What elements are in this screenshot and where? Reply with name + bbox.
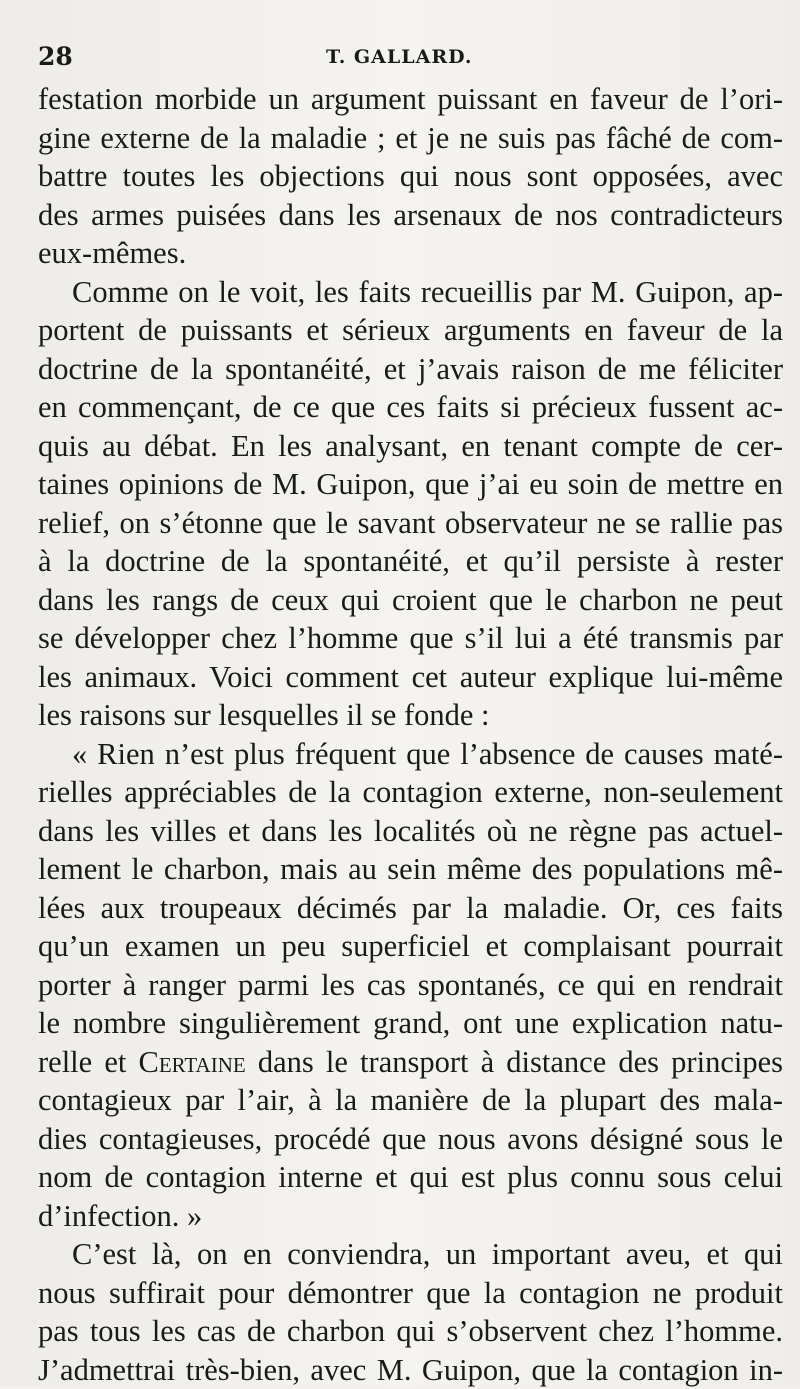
text-line: d’infection. » [38, 1197, 783, 1236]
text-line: rielles appréciables de la contagion externe, non-seulement [38, 773, 783, 812]
text-line: pas tous les cas de charbon qui s’observent chez l’homme. [38, 1312, 783, 1351]
text-line: dans les villes et dans les localités où ne règne pas actuel- [38, 812, 783, 851]
text-line: à la doctrine de la spontanéité, et qu’il persiste à rester [38, 542, 783, 581]
text-line: festation morbide un argument puissant en faveur de l’ori- [38, 80, 783, 119]
text-line: se développer chez l’homme que s’il lui a été transmis par [38, 619, 783, 658]
text-line: les raisons sur lesquelles il se fonde : [38, 696, 783, 735]
page-header [38, 40, 778, 80]
text-line: taines opinions de M. Guipon, que j’ai eu soin de mettre en [38, 465, 783, 504]
small-caps-word: Certaine [138, 1045, 245, 1079]
running-head: T. GALLARD. [326, 46, 473, 68]
text-line: battre toutes les objections qui nous sont opposées, avec [38, 157, 783, 196]
text-line: doctrine de la spontanéité, et j’avais raison de me féliciter [38, 350, 783, 389]
text-line: en commençant, de ce que ces faits si précieux fussent ac- [38, 388, 783, 427]
text-line: porter à ranger parmi les cas spontanés, ce qui en rendrait [38, 966, 783, 1005]
text-line: relief, on s’étonne que le savant observateur ne se rallie pas [38, 504, 783, 543]
text-line: lement le charbon, mais au sein même des populations mê- [38, 850, 783, 889]
text-line: portent de puissants et sérieux arguments en faveur de la [38, 311, 783, 350]
page-number: 28 [38, 42, 73, 71]
text-line: contagieux par l’air, à la manière de la plupart des mala- [38, 1081, 783, 1120]
text-line: eux-mêmes. [38, 234, 783, 273]
text-line: dies contagieuses, procédé que nous avons désigné sous le [38, 1120, 783, 1159]
text-line: dans les rangs de ceux qui croient que le charbon ne peut [38, 581, 783, 620]
text-line: nom de contagion interne et qui est plus connu sous celui [38, 1158, 783, 1197]
text-line: qu’un examen un peu superficiel et complaisant pourrait [38, 927, 783, 966]
text-line: les animaux. Voici comment cet auteur explique lui-même [38, 658, 783, 697]
text-line: gine externe de la maladie ; et je ne suis pas fâché de com- [38, 119, 783, 158]
text-line: des armes puisées dans les arsenaux de nos contradicteurs [38, 196, 783, 235]
text-line: « Rien n’est plus fréquent que l’absence de causes maté- [38, 735, 783, 774]
text-line: C’est là, on en conviendra, un important aveu, et qui [38, 1235, 783, 1274]
text-line: lées aux troupeaux décimés par la maladie. Or, ces faits [38, 889, 783, 928]
text-line: Comme on le voit, les faits recueillis par M. Guipon, ap- [38, 273, 783, 312]
body-text [38, 80, 778, 1389]
text-line: nous suffirait pour démontrer que la contagion ne produit [38, 1274, 783, 1313]
text-line: quis au débat. En les analysant, en tenant compte de cer- [38, 427, 783, 466]
text-line: J’admettrai très-bien, avec M. Guipon, que la contagion in- [38, 1351, 783, 1389]
text-line: relle et Certaine dans le transport à distance des principes [38, 1043, 783, 1082]
text-line: le nombre singulièrement grand, ont une explication natu- [38, 1004, 783, 1043]
